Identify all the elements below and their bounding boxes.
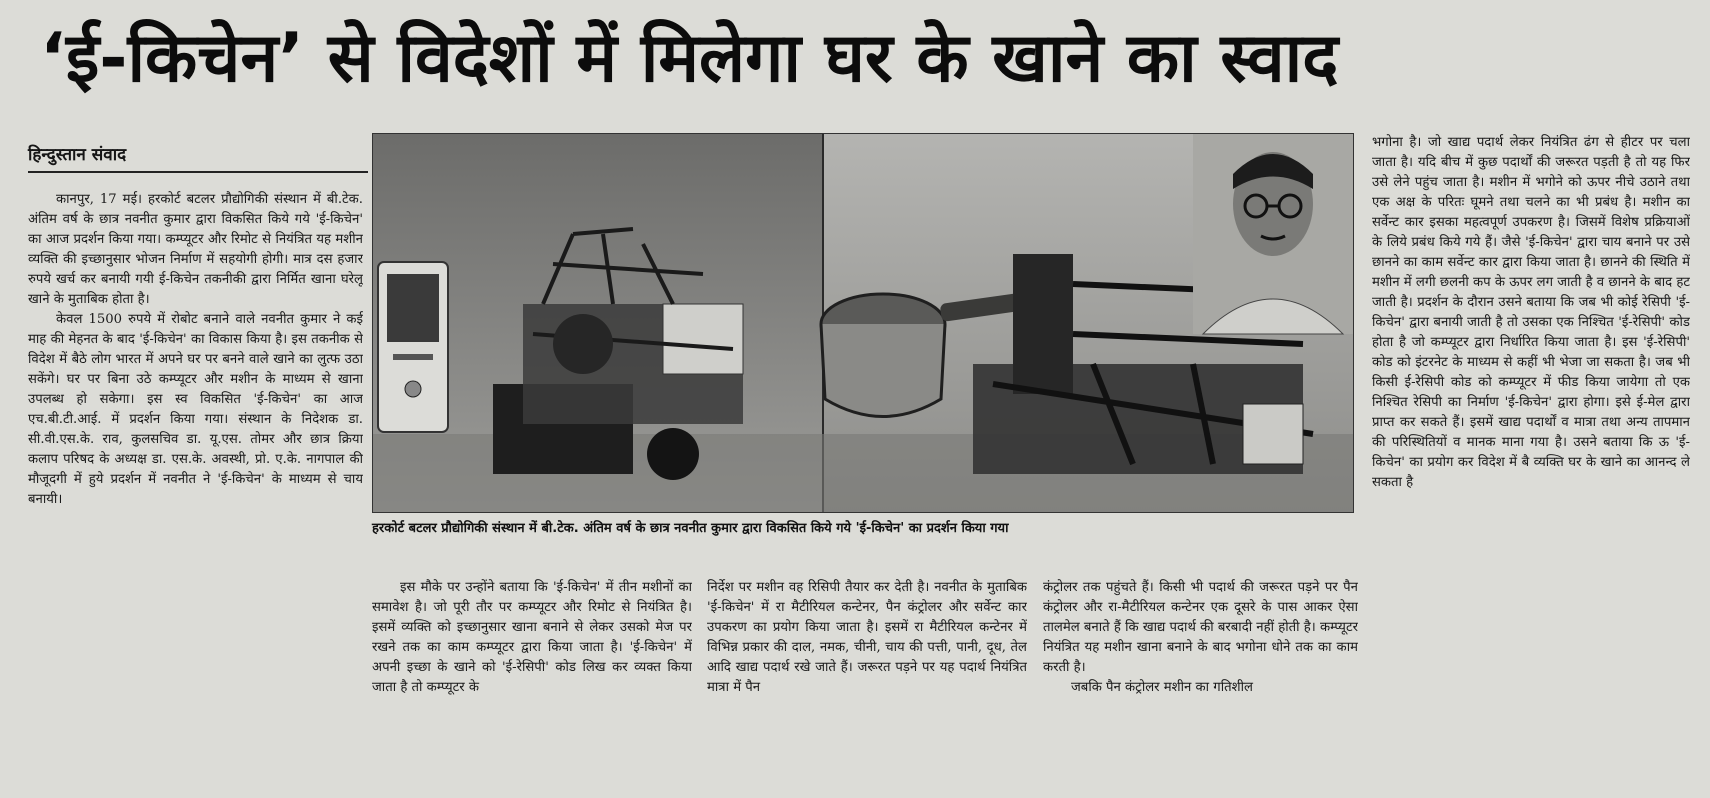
paragraph: कानपुर, 17 मई। हरकोर्ट बटलर प्रौद्योगिकी संस्थान में बी.टेक. अंतिम वर्ष के छात्र नवनीत कुमार द्वारा विकसित किये गये 'ई-किचेन' का आज प्रदर्शन किया गया। कम्प्यूटर और रिमोट से नियंत्रित यह मशीन व्यक्ति की इच्छानुसार भोजन निर्माण में सहयोगी होगी। मात्र दस हजार रुपये खर्च कर बनायी गयी ई-किचेन तकनीकी द्वारा निर्मित खाना घरेलू खाने के मुताबिक होता है।	[28, 192, 363, 307]
paragraph: भगोना है। जो खाद्य पदार्थ लेकर नियंत्रित ढंग से हीटर पर चला जाता है। यदि बीच में कुछ पदार्थों की जरूरत पड़ती है तो यह फिर उसे लेने पहुंच जाता है। मशीन में भगोने को ऊपर नीचे उठाने तथा एक अक्ष के परितः घूमने तथा चलने का भी प्रबंध है। मशीन का सर्वेन्ट कार इसका महत्वपूर्ण उपकरण है। जिसमें विशेष प्रक्रियाओं के लिये प्रबंध किये गये हैं। जैसे 'ई-किचेन' द्वारा चाय बनाने पर उसे छानने का काम सर्वेन्ट कार द्वारा किया जाता है। छानने की स्थिति में मशीन में लगी छलनी कप के ऊपर लग जाती है व छानने के बाद हट जाती है। प्रदर्शन के दौरान उसने बताया कि जब भी कोई रेसिपी 'ई-किचेन' द्वारा बनायी जाती है तो उसका एक निश्चित 'ई-रेसिपी' कोड होता है जो कम्प्यूटर द्वारा निर्धारित किया जाता है। इस 'ई-रेसिपी' कोड को इंटरनेट के माध्यम से कहीं भी भेजा जा सकता है। जब भी किसी ई-रेसिपी कोड को कम्प्यूटर में फीड किया जायेगा तो एक निश्चित रेसिपी का निर्माण 'ई-किचेन' द्वारा होगा। इसे ई-मेल द्वारा प्राप्त कर सकते हैं। इसमें खाद्य पदार्थों व मात्रा तथा अन्य तापमान की परिस्थितियों व मानक माना गया है। उसने बताया कि ऊ 'ई-किचेन' का प्रयोग कर विदेश में बै व्यक्ति घर के खाने का आनन्द ले सकता है	[1372, 135, 1690, 490]
paragraph: इस मौके पर उन्होंने बताया कि 'ई-किचेन' में तीन मशीनों का समावेश है। जो पूरी तौर पर कम्प्यूटर और रिमोट से नियंत्रित है। इसमें व्यक्ति को इच्छानुसार खाना बनाने से लेकर उसको मेज पर रखने तक का काम कम्प्यूटर द्वारा किया जाता है। 'ई-किचेन' में अपनी इच्छा के खाने को 'ई-रेसिपी' कोड लिख कर व्यक्त किया जाता है तो कम्प्यूटर के	[372, 580, 692, 695]
article-column-4	[1043, 578, 1358, 793]
photo-caption: हरकोर्ट बटलर प्रौद्योगिकी संस्थान में बी.टेक. अंतिम वर्ष के छात्र नवनीत कुमार द्वारा विकसित किये गये 'ई-किचेन' का प्रदर्शन किया गया	[372, 521, 1009, 536]
byline: हिन्दुस्तान संवाद	[28, 142, 368, 173]
article-photo	[372, 133, 1354, 513]
article-column-3	[707, 578, 1027, 793]
article-column-2	[372, 578, 692, 793]
paragraph: कंट्रोलर तक पहुंचते हैं। किसी भी पदार्थ की जरूरत पड़ने पर पैन कंट्रोलर और रा-मैटीरियल कन्टेनर एक दूसरे के पास आकर ऐसा तालमेल बनाते हैं कि खाद्य पदार्थ की बरबादी नहीं होती है। कम्प्यूटर नियंत्रित यह मशीन खाना बनाने के बाद भगोना धोने तक का काम करती है।	[1043, 580, 1358, 675]
article-column-1	[28, 190, 363, 790]
paragraph: केवल 1500 रुपये में रोबोट बनाने वाले नवनीत कुमार ने कई माह की मेहनत के बाद 'ई-किचेन' का विकास किया है। इस तकनीक से विदेश में बैठे लोग भारत में अपने घर पर बनने वाले खाने का लुत्फ उठा सकेंगे। घर पर बिना उठे कम्प्यूटर और मशीन के माध्यम से खाना उपलब्ध हो सकेगा। इस स्व विकसित 'ई-किचेन' का आज एच.बी.टी.आई. में प्रदर्शन किया गया। संस्थान के निदेशक डा. सी.वी.एस.के. राव, कुलसचिव डा. यू.एस. तोमर और छात्र क्रिया कलाप परिषद के अध्यक्ष डा. एस.के. अवस्थी, प्रो. ए.के. नागपाल की मौजूदगी में हुये प्रदर्शन में नवनीत ने 'ई-किचेन' के माध्यम से चाय बनायी।	[28, 312, 363, 507]
headline: ‘ई-किचेन’ से विदेशों में मिलेगा घर के खाने का स्वाद	[40, 19, 1339, 98]
article-column-5	[1372, 133, 1690, 793]
paragraph: निर्देश पर मशीन वह रिसिपी तैयार कर देती है। नवनीत के मुताबिक 'ई-किचेन' में रा मैटीरियल कन्टेनर, पैन कंट्रोलर और सर्वेन्ट कार उपकरण का प्रयोग किया जाता है। इसमें रा मैटीरियल कन्टेनर में विभिन्न प्रकार की दाल, नमक, चीनी, चाय की पत्ती, पानी, दूध, तेल आदि खाद्य पदार्थ रखे जाते हैं। जरूरत पड़ने पर यह पदार्थ नियंत्रित मात्रा में पैन	[707, 580, 1027, 695]
paragraph: जबकि पैन कंट्रोलर मशीन का गतिशील	[1071, 680, 1253, 695]
